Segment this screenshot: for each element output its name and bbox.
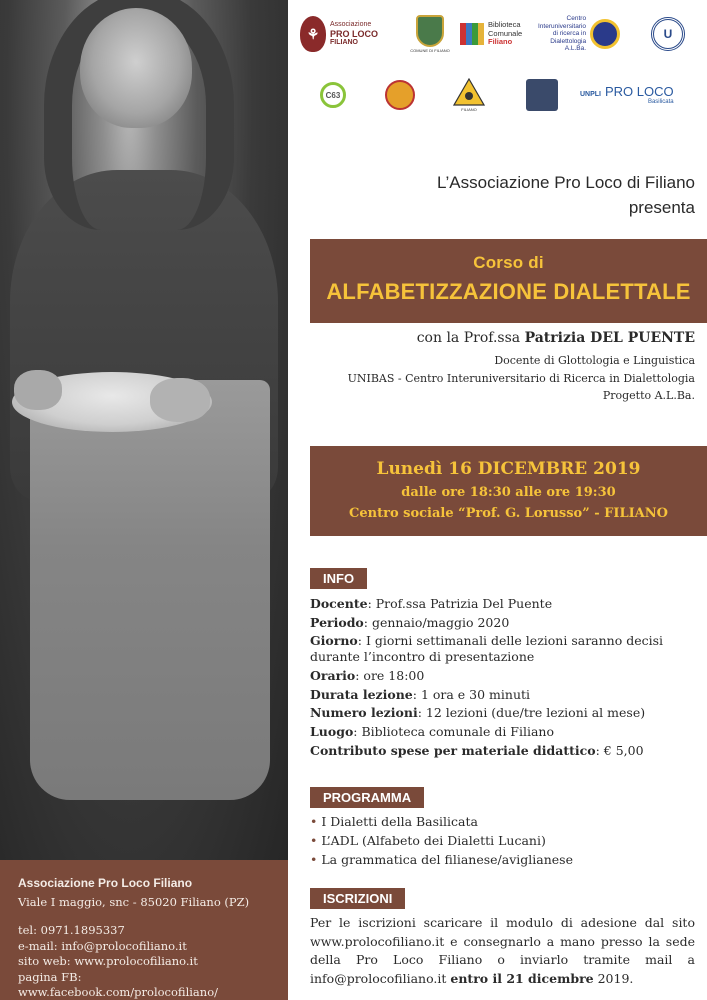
teacher-name: Patrizia DEL PUENTE	[524, 330, 695, 346]
programma-list	[310, 812, 705, 869]
info-row-giorno: Giorno: I giorni settimanali delle lezioni saranno decisi durante l’incontro di presentazione	[310, 633, 664, 665]
photo-left-hand	[14, 370, 62, 410]
contact-facebook[interactable]: pagina FB: www.facebook.com/prolocofiliano/	[18, 969, 218, 999]
contact-email[interactable]: e-mail: info@prolocofiliano.it	[18, 938, 187, 953]
contact-address: Viale I maggio, snc - 85020 Filiano (PZ)	[18, 894, 250, 909]
filiano-triangle-logo: FILIANO	[434, 78, 504, 112]
info-row-durata: Durata lezione: 1 ora e 30 minuti	[310, 686, 531, 702]
comune-di-filiano-logo: COMUNE DI FILIANO	[400, 15, 460, 53]
contact-tel[interactable]: tel: 0971.1895337	[18, 923, 125, 937]
info-row-luogo: Luogo: Biblioteca comunale di Filiano	[310, 723, 555, 739]
course-title-line-1: Corso di	[473, 253, 544, 272]
photo-right-hand	[150, 378, 210, 422]
biblioteca-logo: Biblioteca Comunale Filiano	[460, 21, 538, 47]
programma-heading: PROGRAMMA	[310, 787, 424, 808]
unpli-proloco-basilicata-logo: UNPLI PRO LOCO Basilicata	[580, 83, 674, 105]
sponsor-logos-row-1	[300, 10, 707, 58]
woman-with-plate-photo	[0, 0, 288, 860]
contact-org: Associazione Pro Loco Filiano	[18, 876, 193, 890]
teacher-role-1: Docente di Glottologia e Linguistica	[494, 354, 695, 367]
event-date: Lunedì 16 DICEMBRE 2019	[376, 459, 641, 479]
list-item: • L’ADL (Alfabeto dei Dialetti Lucani)	[310, 833, 546, 848]
dragon-emblem-logo	[366, 80, 434, 110]
event-date-box	[310, 446, 707, 536]
info-row-contributo: Contributo spese per materiale didattico: € 5,00	[310, 742, 644, 758]
contact-website[interactable]: sito web: www.prolocofiliano.it	[18, 954, 198, 968]
info-row-docente: Docente: Prof.ssa Patrizia Del Puente	[310, 596, 553, 611]
info-row-numero: Numero lezioni: 12 lezioni (due/tre lezioni al mese)	[310, 705, 646, 721]
photo-apron	[30, 380, 270, 800]
triangle-icon	[453, 78, 485, 106]
pro-loco-filiano-logo: ⚘ Associazione PRO LOCO FILIANO	[300, 16, 400, 52]
info-list	[310, 595, 705, 760]
right-column	[300, 0, 707, 1000]
iscrizioni-deadline: entro il 21 dicembre	[450, 970, 594, 986]
teacher-role-2: UNIBAS - Centro Interuniversitario di Ricerca in Dialettologia	[347, 372, 695, 385]
list-item: • I Dialetti della Basilicata	[310, 814, 478, 829]
teacher-line: con la Prof.ssa Patrizia DEL PUENTE	[416, 330, 695, 346]
event-time: dalle ore 18:30 alle ore 19:30	[401, 485, 616, 500]
centro-interuniversitario-logo: Centro Interuniversitario di ricerca in Dialettologia A.L.Ba.	[538, 15, 638, 53]
info-heading: INFO	[310, 568, 367, 589]
square-emblem-logo	[504, 79, 580, 111]
info-row-periodo: Periodo: gennaio/maggio 2020	[310, 614, 510, 630]
iscrizioni-heading: ISCRIZIONI	[310, 888, 405, 909]
presenter-line-2: presenta	[628, 198, 695, 217]
list-item: • La grammatica del filianese/aviglianese	[310, 852, 573, 867]
iscrizioni-text: Per le iscrizioni scaricare il modulo di adesione dal sito www.prolocofiliano.it e consegnarlo a mano presso la sede della Pro Loco Filiano o inviarlo tramite mail a info@prolocofiliano.it entro il 21 dicembre 2019.	[310, 915, 695, 986]
contact-box	[0, 860, 288, 1000]
teacher-role-3: Progetto A.L.Ba.	[602, 389, 695, 402]
info-row-orario: Orario: ore 18:00	[310, 668, 425, 684]
presenter-line-1: L’Associazione Pro Loco di Filiano	[437, 173, 695, 192]
c63-logo: C63	[300, 82, 366, 108]
course-title-box	[310, 239, 707, 323]
sponsor-logos-row-2	[300, 76, 707, 114]
university-seal-logo: U	[638, 17, 698, 51]
event-place: Centro sociale “Prof. G. Lorusso” - FILIANO	[349, 506, 668, 521]
photo-face	[80, 8, 192, 128]
course-title-line-2: ALFABETIZZAZIONE DIALETTALE	[326, 279, 691, 304]
